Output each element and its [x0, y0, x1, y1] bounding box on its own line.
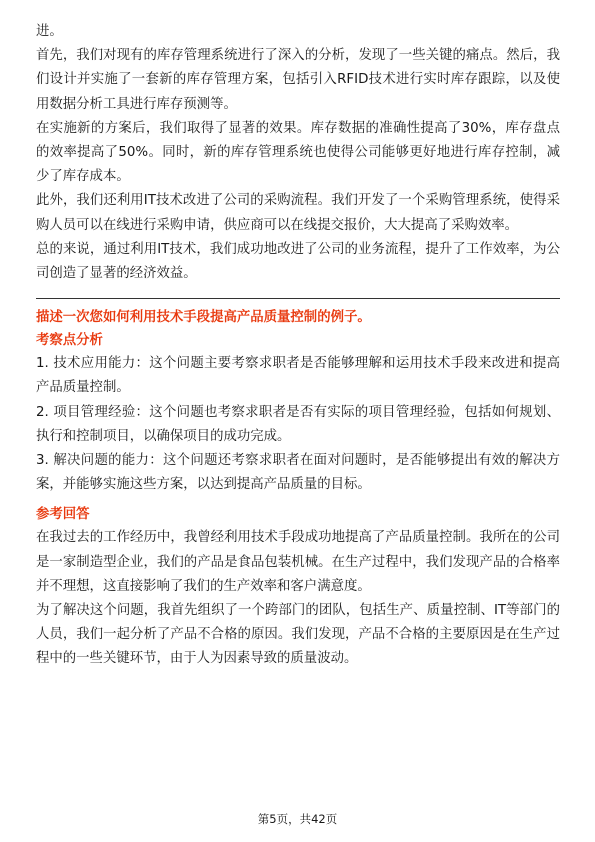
section-divider: [36, 298, 560, 299]
analysis-heading: 考察点分析: [36, 333, 103, 349]
paragraph-results: 在实施新的方案后，我们取得了显著的效果。库存数据的准确性提高了30%，库存盘点的效率提高了50%。同时，新的库存管理系统也使得公司能够更好地进行库存控制，减少了库存成本。: [36, 120, 560, 185]
document-page: [36, 20, 560, 672]
previous-answer-section: [36, 20, 560, 286]
question-title: 描述一次您如何利用技术手段提高产品质量控制的例子。: [36, 310, 371, 326]
analysis-item-3: 3. 解决问题的能力：这个问题还考察求职者在面对问题时，是否能够提出有效的解决方案，并能够实施这些方案，以达到提高产品质量的目标。: [36, 453, 560, 493]
paragraph-continuation: 进。: [36, 24, 63, 39]
analysis-item-1: 1. 技术应用能力：这个问题主要考察求职者是否能够理解和运用技术手段来改进和提高产品质量控制。: [36, 356, 560, 396]
paragraph-summary: 总的来说，通过利用IT技术，我们成功地改进了公司的业务流程，提升了工作效率，为公司创造了显著的经济效益。: [36, 241, 560, 282]
answer-heading: 参考回答: [36, 507, 90, 523]
paragraph-analysis: 首先，我们对现有的库存管理系统进行了深入的分析，发现了一些关键的痛点。然后，我们设计并实施了一套新的库存管理方案，包括引入RFID技术进行实时库存跟踪，以及使用数据分析工具进行库存预测等。: [36, 48, 560, 112]
analysis-list: [36, 352, 560, 497]
analysis-item-2: 2. 项目管理经验：这个问题也考察求职者是否有实际的项目管理经验，包括如何规划、执行和控制项目，以确保项目的成功完成。: [36, 404, 560, 444]
page-number-footer: 第5页，共42页: [257, 812, 338, 826]
answer-paragraph-1: 在我过去的工作经历中，我曾经利用技术手段成功地提高了产品质量控制。我所在的公司是一家制造型企业，我们的产品是食品包装机械。在生产过程中，我们发现产品的合格率并不理想，这直接影响了我们的生产效率和客户满意度。: [36, 530, 560, 594]
paragraph-procurement: 此外，我们还利用IT技术改进了公司的采购流程。我们开发了一个采购管理系统，使得采购人员可以在线进行采购申请，供应商可以在线提交报价，大大提高了采购效率。: [36, 193, 560, 233]
answer-body: [36, 526, 560, 671]
answer-paragraph-2: 为了解决这个问题，我首先组织了一个跨部门的团队，包括生产、质量控制、IT等部门的人员，我们一起分析了产品不合格的原因。我们发现，产品不合格的主要原因是在生产过程中的一些关键环节，由于人为因素导致的质量波动。: [36, 603, 560, 667]
